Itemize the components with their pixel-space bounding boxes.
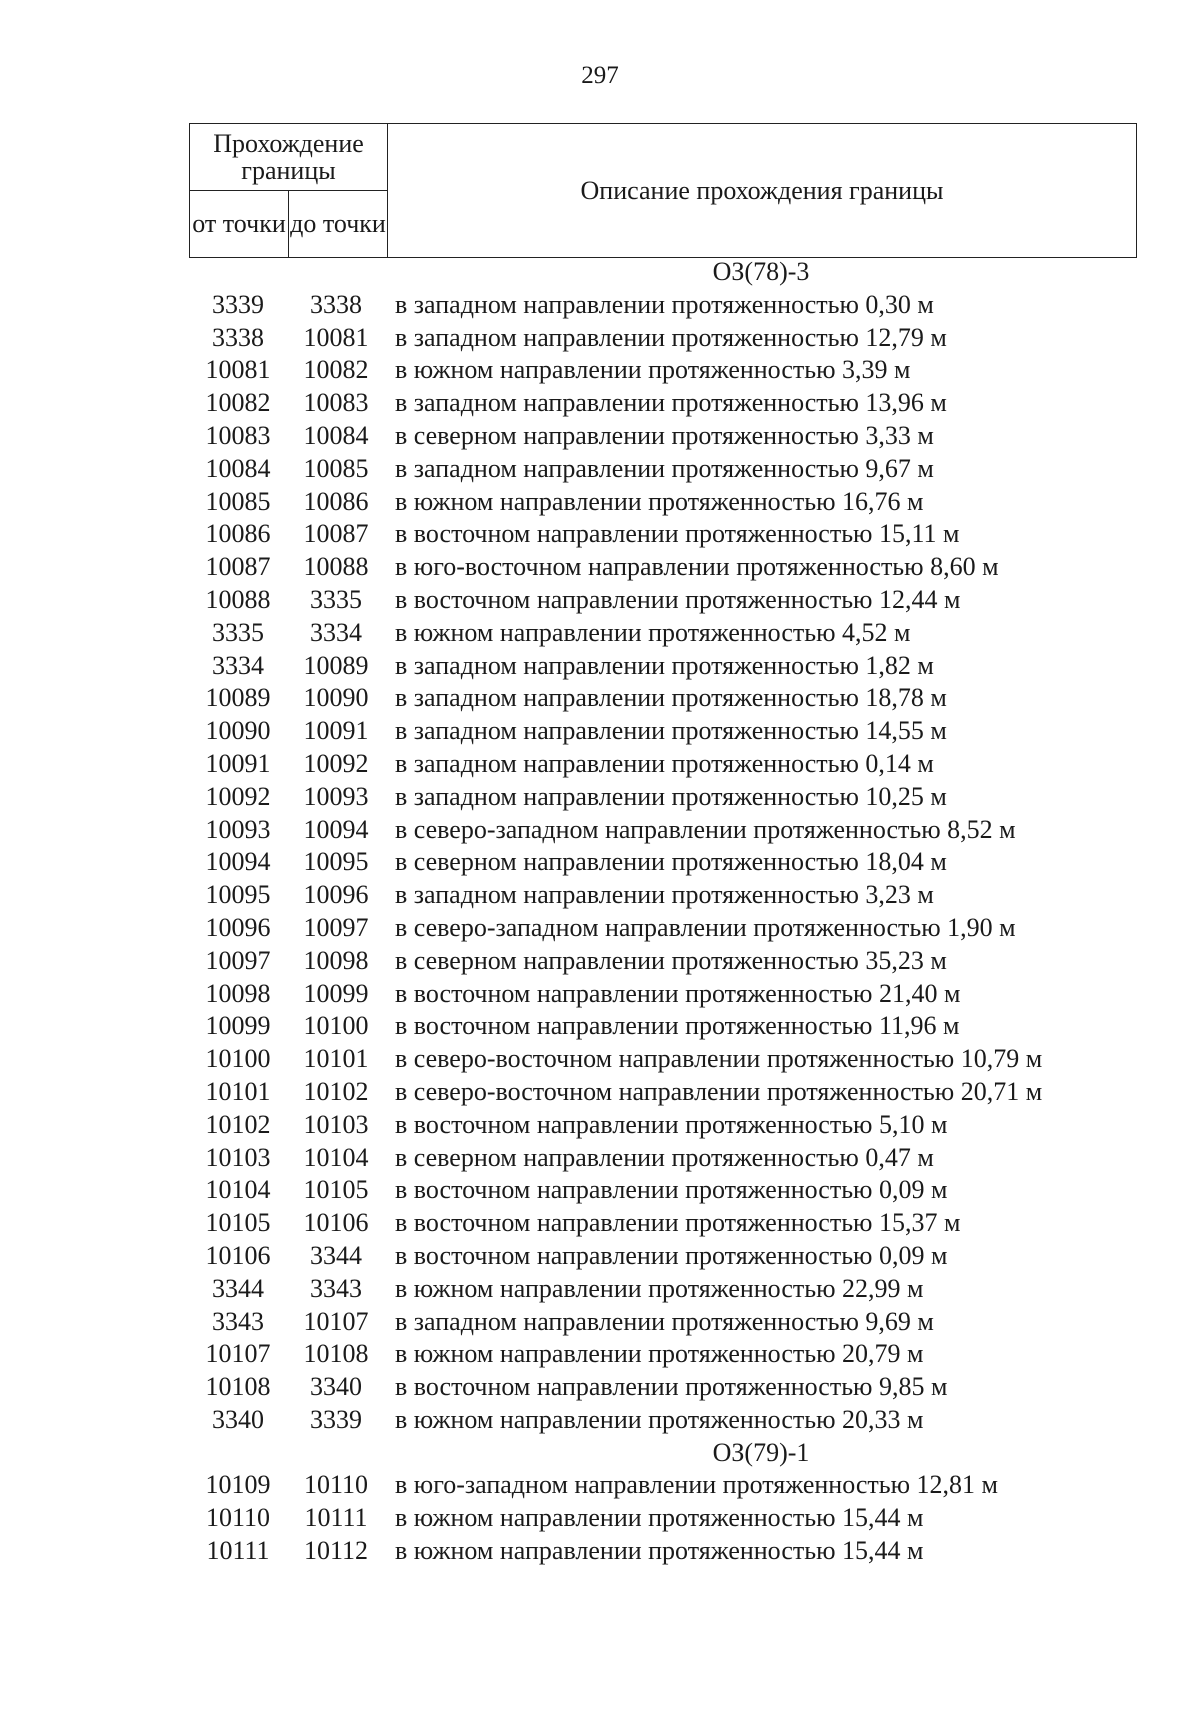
from-point: 10098: [205, 978, 271, 1008]
table-row: [189, 781, 1137, 814]
header-to-label: до точки: [289, 191, 388, 258]
from-point: 10107: [205, 1339, 271, 1369]
to-point: 3338: [310, 289, 362, 319]
boundary-description: в северо-восточном направлении протяженностью 20,71 м: [395, 1076, 1043, 1106]
from-point: 10086: [205, 519, 271, 549]
table-row: [189, 1043, 1137, 1076]
from-point: 10088: [205, 584, 271, 614]
from-point: 10110: [205, 1503, 271, 1533]
table-row: [189, 1010, 1137, 1043]
section-spacer: [287, 1437, 385, 1470]
to-point: 10091: [303, 716, 369, 746]
from-point: 3339: [212, 289, 264, 319]
from-point: 10106: [205, 1240, 271, 1270]
boundary-description: в западном направлении протяженностью 14,55 м: [395, 716, 947, 746]
boundary-description: в южном направлении протяженностью 20,79 м: [395, 1339, 924, 1369]
header-description-label: Описание прохождения границы: [388, 124, 1137, 258]
to-point: 10093: [303, 781, 369, 811]
boundary-description: в восточном направлении протяженностью 21,40 м: [395, 978, 961, 1008]
from-point: 10082: [205, 388, 271, 418]
from-point: 10105: [205, 1208, 271, 1238]
from-point: 10095: [205, 880, 271, 910]
boundary-description: в юго-восточном направлении протяженностью 8,60 м: [395, 552, 999, 582]
table-row: [189, 584, 1137, 617]
from-point: 10097: [205, 945, 271, 975]
to-point: 10106: [303, 1208, 369, 1238]
to-point: 10082: [303, 355, 369, 385]
from-point: 10111: [206, 1536, 270, 1566]
from-point: 10102: [205, 1109, 271, 1139]
from-point: 10101: [205, 1076, 271, 1106]
from-point: 3344: [212, 1273, 264, 1303]
boundary-description: в восточном направлении протяженностью 9,85 м: [395, 1372, 948, 1402]
from-point: 10099: [205, 1011, 271, 1041]
section-spacer: [287, 256, 385, 289]
from-point: 3335: [212, 617, 264, 647]
from-point: 3338: [212, 322, 264, 352]
from-point: 10100: [205, 1044, 271, 1074]
table-row: [189, 1404, 1137, 1437]
table-row: [189, 453, 1137, 486]
boundary-description: в северо-западном направлении протяженностью 1,90 м: [395, 912, 1016, 942]
from-point: 10085: [205, 486, 271, 516]
boundary-description: в северном направлении протяженностью 35,23 м: [395, 945, 947, 975]
table-row: [189, 715, 1137, 748]
to-point: 10102: [303, 1076, 369, 1106]
section-name: ОЗ(79)-1: [712, 1437, 810, 1467]
boundary-description: в восточном направлении протяженностью 15,11 м: [395, 519, 960, 549]
table-row: [189, 1535, 1137, 1568]
to-point: 10089: [303, 650, 369, 680]
to-point: 3343: [310, 1273, 362, 1303]
table-row: [189, 650, 1137, 683]
to-point: 10111: [304, 1503, 368, 1533]
to-point: 10081: [303, 322, 369, 352]
to-point: 10090: [303, 683, 369, 713]
table-row: [189, 420, 1137, 453]
to-point: 10083: [303, 388, 369, 418]
table-row: [189, 1207, 1137, 1240]
section-spacer: [189, 1437, 287, 1470]
to-point: 10092: [303, 748, 369, 778]
table-row: [189, 1502, 1137, 1535]
table-row: [189, 945, 1137, 978]
boundary-description: в южном направлении протяженностью 15,44 м: [395, 1503, 924, 1533]
table-row: [189, 322, 1137, 355]
to-point: 3340: [310, 1372, 362, 1402]
boundary-table-body: [189, 256, 1137, 1568]
to-point: 10105: [303, 1175, 369, 1205]
from-point: 10109: [205, 1470, 271, 1500]
boundary-description: в западном направлении протяженностью 0,14 м: [395, 748, 934, 778]
table-row: [189, 1142, 1137, 1175]
from-point: 10096: [205, 912, 271, 942]
from-point: 10083: [205, 420, 271, 450]
boundary-description: в восточном направлении протяженностью 0,09 м: [395, 1240, 948, 1270]
table-row: [189, 682, 1137, 715]
table-row: [189, 978, 1137, 1011]
table-row: [189, 846, 1137, 879]
from-point: 10108: [205, 1372, 271, 1402]
table-row: [189, 486, 1137, 519]
header-group-label: Прохождение границы: [190, 124, 388, 191]
boundary-description: в южном направлении протяженностью 16,76 м: [395, 486, 924, 516]
boundary-description: в восточном направлении протяженностью 15,37 м: [395, 1208, 961, 1238]
boundary-description: в восточном направлении протяженностью 11,96 м: [395, 1011, 960, 1041]
boundary-description: в южном направлении протяженностью 15,44 м: [395, 1536, 924, 1566]
from-point: 10084: [205, 453, 271, 483]
from-point: 3343: [212, 1306, 264, 1336]
boundary-description: в западном направлении протяженностью 3,23 м: [395, 880, 934, 910]
from-point: 10090: [205, 716, 271, 746]
to-point: 10097: [303, 912, 369, 942]
table-header: [189, 123, 1137, 258]
to-point: 3334: [310, 617, 362, 647]
to-point: 10112: [303, 1536, 369, 1566]
boundary-description: в западном направлении протяженностью 13,96 м: [395, 388, 947, 418]
boundary-description: в восточном направлении протяженностью 12,44 м: [395, 584, 961, 614]
table-row: [189, 1174, 1137, 1207]
to-point: 10108: [303, 1339, 369, 1369]
boundary-description: в южном направлении протяженностью 22,99 м: [395, 1273, 924, 1303]
to-point: 10084: [303, 420, 369, 450]
table-row: [189, 879, 1137, 912]
table-row: [189, 814, 1137, 847]
to-point: 10103: [303, 1109, 369, 1139]
from-point: 10091: [205, 748, 271, 778]
to-point: 10110: [303, 1470, 369, 1500]
table-row: [189, 1469, 1137, 1502]
from-point: 10094: [205, 847, 271, 877]
to-point: 10100: [303, 1011, 369, 1041]
boundary-description: в северном направлении протяженностью 18,04 м: [395, 847, 947, 877]
boundary-description: в западном направлении протяженностью 18,78 м: [395, 683, 947, 713]
boundary-description: в южном направлении протяженностью 20,33 м: [395, 1404, 924, 1434]
page-number: 297: [581, 62, 619, 89]
boundary-description: в восточном направлении протяженностью 0,09 м: [395, 1175, 948, 1205]
from-point: 3334: [212, 650, 264, 680]
to-point: 3339: [310, 1404, 362, 1434]
boundary-description: в западном направлении протяженностью 10,25 м: [395, 781, 947, 811]
boundary-description: в западном направлении протяженностью 9,67 м: [395, 453, 934, 483]
header-from-label: от точки: [190, 191, 289, 258]
boundary-description: в северном направлении протяженностью 3,33 м: [395, 420, 934, 450]
table-row: [189, 1076, 1137, 1109]
to-point: 10096: [303, 880, 369, 910]
boundary-description: в западном направлении протяженностью 9,69 м: [395, 1306, 934, 1336]
section-spacer: [189, 256, 287, 289]
to-point: 10094: [303, 814, 369, 844]
boundary-table: [189, 256, 1137, 1568]
table-row: [189, 1240, 1137, 1273]
from-point: 10093: [205, 814, 271, 844]
table-row: [189, 289, 1137, 322]
to-point: 10099: [303, 978, 369, 1008]
boundary-description: в западном направлении протяженностью 1,82 м: [395, 650, 934, 680]
table-row: [189, 1306, 1137, 1339]
to-point: 10101: [303, 1044, 369, 1074]
to-point: 10087: [303, 519, 369, 549]
table-row: [189, 1109, 1137, 1142]
boundary-description: в западном направлении протяженностью 0,30 м: [395, 289, 934, 319]
boundary-description: в северо-западном направлении протяженностью 8,52 м: [395, 814, 1016, 844]
from-point: 10092: [205, 781, 271, 811]
table-row: [189, 1371, 1137, 1404]
to-point: 10088: [303, 552, 369, 582]
to-point: 10095: [303, 847, 369, 877]
table-row: [189, 617, 1137, 650]
boundary-description: в северо-восточном направлении протяженностью 10,79 м: [395, 1044, 1043, 1074]
to-point: 3344: [310, 1240, 362, 1270]
to-point: 10086: [303, 486, 369, 516]
from-point: 10103: [205, 1142, 271, 1172]
to-point: 10107: [303, 1306, 369, 1336]
table-row: [189, 748, 1137, 781]
section-header-row: [189, 1437, 1137, 1470]
to-point: 10085: [303, 453, 369, 483]
boundary-description: в северном направлении протяженностью 0,47 м: [395, 1142, 934, 1172]
boundary-description: в южном направлении протяженностью 3,39 м: [395, 355, 911, 385]
table-row: [189, 1338, 1137, 1371]
section-header-row: [189, 256, 1137, 289]
table-row: [189, 551, 1137, 584]
boundary-description: в юго-западном направлении протяженностью 12,81 м: [395, 1470, 998, 1500]
table-row: [189, 1273, 1137, 1306]
boundary-description: в восточном направлении протяженностью 5,10 м: [395, 1109, 948, 1139]
table-row: [189, 912, 1137, 945]
to-point: 3335: [310, 584, 362, 614]
from-point: 10081: [205, 355, 271, 385]
boundary-description: в западном направлении протяженностью 12,79 м: [395, 322, 947, 352]
table-row: [189, 387, 1137, 420]
table-row: [189, 518, 1137, 551]
table-row: [189, 354, 1137, 387]
from-point: 10087: [205, 552, 271, 582]
to-point: 10104: [303, 1142, 369, 1172]
from-point: 10089: [205, 683, 271, 713]
from-point: 10104: [205, 1175, 271, 1205]
boundary-description: в южном направлении протяженностью 4,52 м: [395, 617, 911, 647]
to-point: 10098: [303, 945, 369, 975]
from-point: 3340: [212, 1404, 264, 1434]
section-name: ОЗ(78)-3: [712, 257, 810, 286]
